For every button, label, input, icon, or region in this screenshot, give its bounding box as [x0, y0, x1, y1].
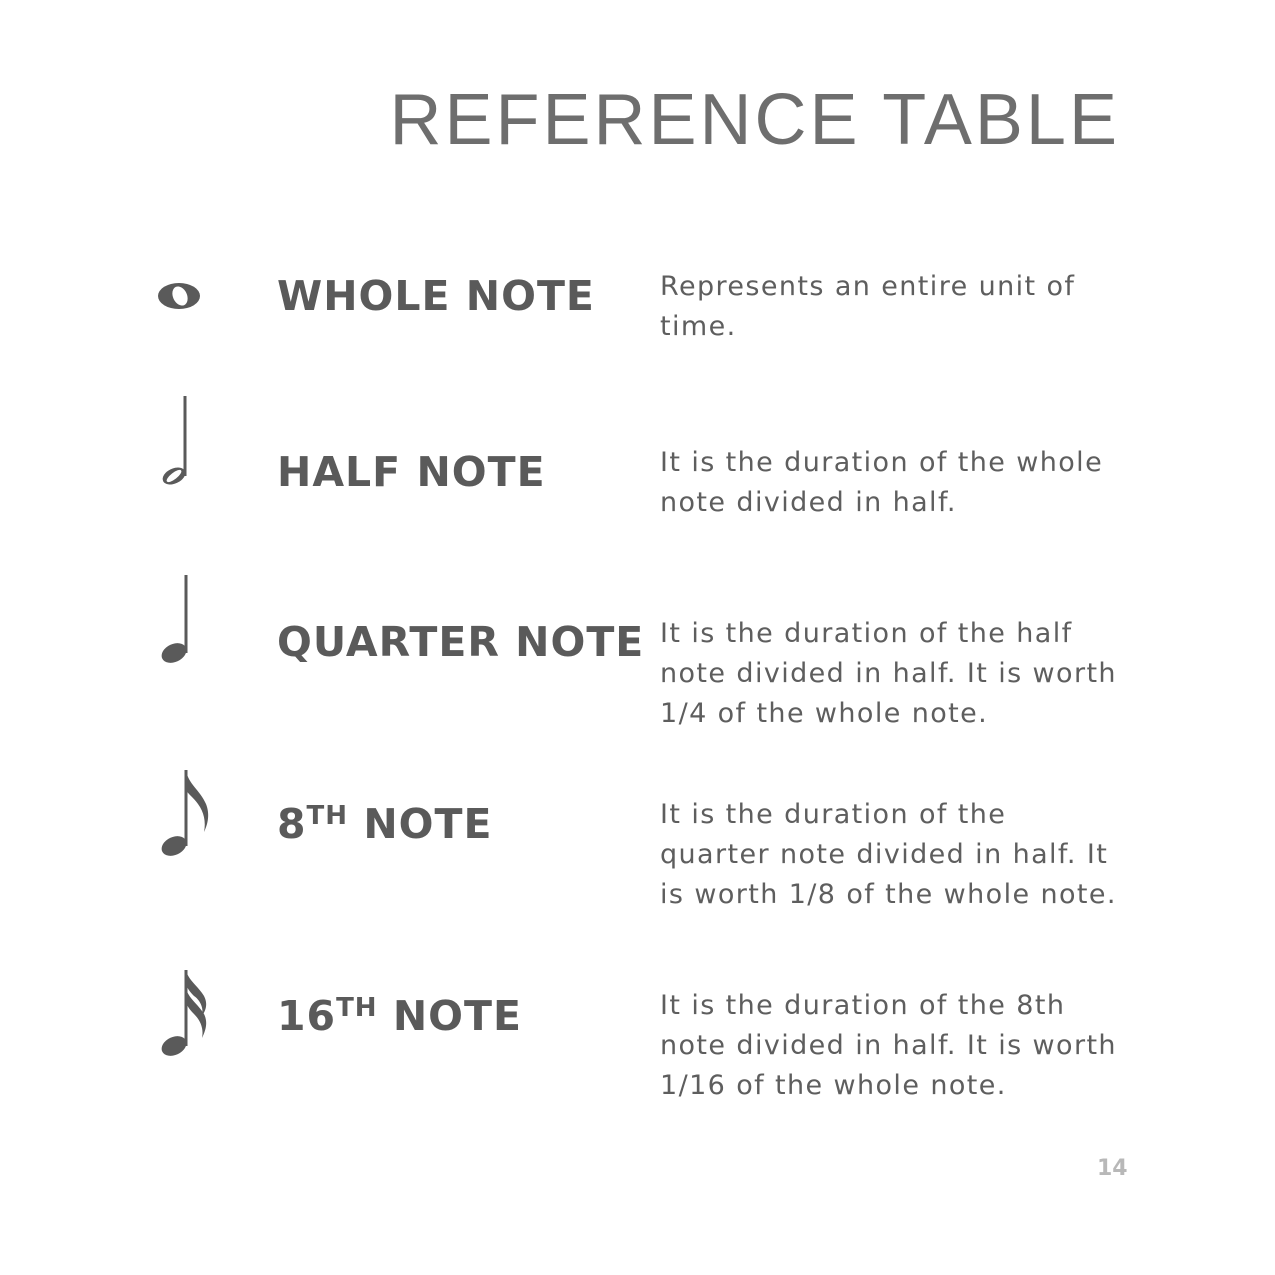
note-name-sixteenth-rest: NOTE: [392, 992, 522, 1040]
note-name-quarter: QUARTER NOTE: [277, 618, 645, 666]
half-note-icon: [150, 394, 220, 494]
note-name-half: HALF NOTE: [277, 448, 546, 496]
whole-note-icon: [150, 276, 220, 316]
eighth-note-icon: [150, 766, 220, 866]
note-name-whole: WHOLE NOTE: [277, 272, 595, 320]
quarter-note-icon: [150, 573, 220, 673]
note-description-sixteenth: It is the duration of the 8th note divided in half. It is worth 1/16 of the whole note.: [660, 990, 1117, 1101]
note-name-sixteenth-suffix: TH: [336, 993, 378, 1023]
note-description-eighth: It is the duration of the quarter note divided in half. It is worth 1/8 of the whole note.: [660, 799, 1117, 910]
page-title: REFERENCE TABLE: [389, 80, 1120, 160]
note-name-eighth-suffix: TH: [306, 801, 349, 831]
note-name-eighth: [277, 800, 493, 848]
note-description-half: It is the duration of the whole note divided in half.: [660, 447, 1104, 518]
note-name-eighth-rest: NOTE: [363, 800, 493, 848]
note-name-eighth-number: 8: [277, 800, 307, 848]
sixteenth-note-icon: [150, 966, 220, 1066]
note-name-sixteenth-number: 16: [277, 992, 337, 1040]
note-name-sixteenth: [277, 992, 522, 1040]
page-number: 14: [1097, 1156, 1128, 1181]
note-description-whole: Represents an entire unit of time.: [660, 271, 1076, 342]
note-description-quarter: It is the duration of the half note divided in half. It is worth 1/4 of the whole note.: [660, 618, 1117, 729]
